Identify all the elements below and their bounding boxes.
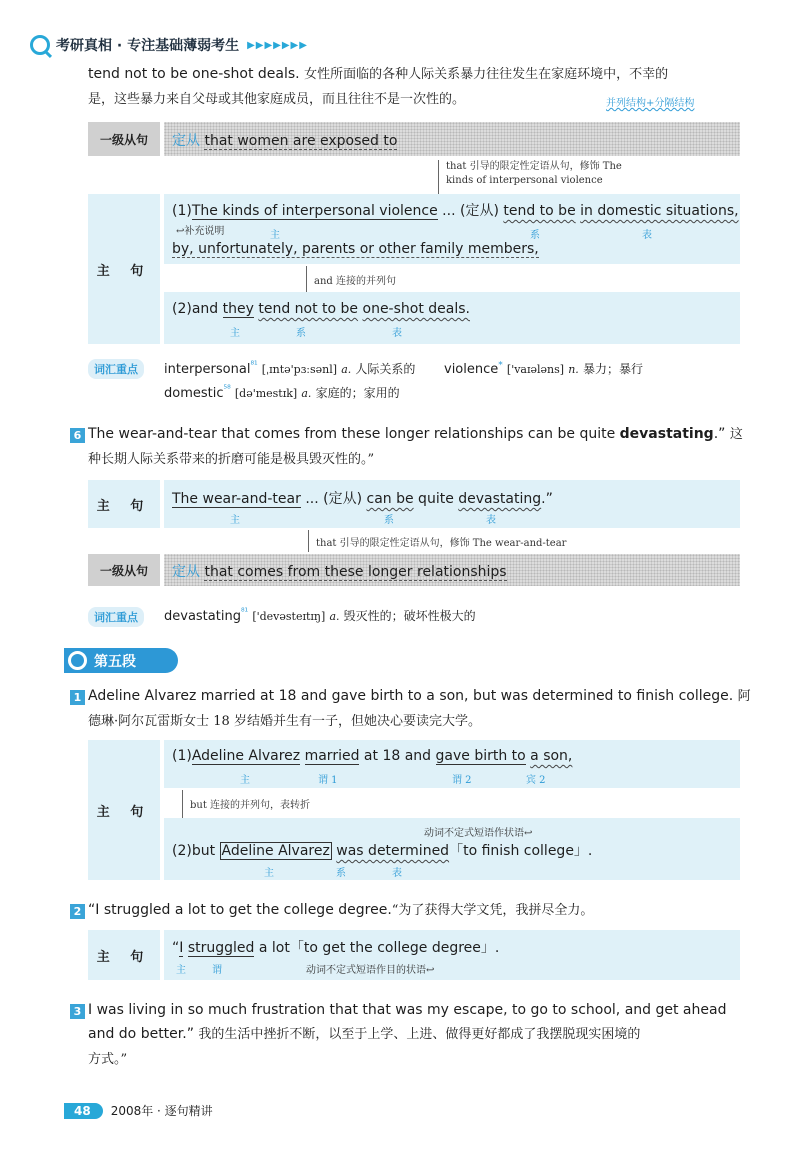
clause-text-2 [172, 561, 507, 581]
predicate-1-text: married [304, 748, 360, 764]
part-of-speech: a. [341, 363, 352, 376]
sentence-2-line [172, 488, 553, 508]
subject-text: I [179, 940, 184, 956]
vocab-word: devastating [164, 609, 241, 624]
predicate-text: tend to be [503, 203, 576, 219]
clause-marker: 定从 [172, 133, 200, 149]
structure-note: 并列结构+分隔结构 [606, 98, 695, 109]
ellipsis-text: ... (定从) [300, 491, 367, 507]
predicate-text: struggled [187, 940, 255, 956]
part-of-speech: n. [568, 363, 579, 376]
predicate-text-2: tend not to be [258, 301, 359, 317]
sentence-number-3: 3 [70, 1004, 85, 1019]
frequency-mark: ⁸¹ [240, 607, 249, 618]
vocab-entry-interpersonal [164, 360, 415, 377]
vocab-entry-devastating [164, 607, 476, 624]
vocab-tag-1 [88, 358, 144, 379]
vocab-word: violence [444, 362, 499, 377]
infinitive-note: 动词不定式短语作状语↩ [424, 828, 533, 839]
vocab-tag-label: 词汇重点 [88, 359, 144, 379]
subject-text: The kinds of interpersonal violence [191, 203, 438, 219]
subject-text: The wear-and-tear [172, 491, 301, 507]
spacer [300, 748, 304, 764]
sentence-6-keyword: devastating [619, 426, 714, 442]
vocab-meaning: 暴力；暴行 [582, 362, 643, 376]
vocab-meaning: 人际关系的 [355, 362, 416, 376]
sentence-3-line2 [172, 840, 592, 860]
infinitive-note-text: 动词不定式短语作状语 [424, 828, 524, 839]
intro-chinese-line2: 是，这些暴力来自父母或其他家庭成员，而且往往不是一次性的。 [88, 92, 466, 107]
sentence-6-end: .” [713, 426, 726, 442]
phonetic: [ˌɪntə'pɜːsənl] [261, 363, 338, 376]
sentence-3-text-1: I was living in so much frustration that that was my escape, to go to school, and get ahead [88, 1002, 727, 1018]
tag-first-clause-2: 一级从句 [88, 554, 160, 586]
supplement-text: by, unfortunately, parents or other family members, [172, 241, 539, 257]
tag-main-sentence-3: 主 句 [88, 740, 160, 880]
clause-text-1 [172, 130, 397, 150]
sentence-2 [70, 898, 750, 923]
predicate-text-2: was determined [336, 843, 450, 859]
item-number: (1) [172, 203, 192, 219]
clause-marker: 定从 [172, 564, 200, 580]
subject-text: Adeline Alvarez [191, 748, 301, 764]
vocab-word: domestic [164, 386, 224, 401]
section-header-paragraph-5 [64, 648, 178, 673]
role-subject-1: 主 [270, 230, 280, 241]
role-link-1: 系 [530, 230, 540, 241]
end-punct: .” [541, 491, 553, 507]
tag-main-sentence-4: 主 句 [88, 930, 160, 980]
sentence-1 [70, 684, 760, 734]
sentence-number-2: 2 [70, 904, 85, 919]
vocab-meaning: 家庭的；家用的 [315, 386, 400, 400]
role-link-2: 系 [296, 328, 306, 339]
sentence-6-zh-b: 种长期人际关系带来的折磨可能是极具毁灭性的。” [88, 452, 375, 467]
phonetic: [də'mestɪk] [234, 387, 298, 400]
role-predicative-2: 表 [392, 868, 402, 879]
object-text: in domestic situations, [580, 203, 739, 219]
subject-text-2: Adeline Alvarez [221, 843, 330, 859]
purpose-note: 动词不定式短语作目的状语↩ [306, 965, 435, 976]
conj-line-3 [182, 790, 183, 818]
role-predicate: 谓 [212, 965, 222, 976]
role-object-2: 宾 2 [526, 775, 546, 786]
brand-text: 考研真相 · 专注基础薄弱考生 [56, 38, 240, 54]
sentence-3-zh-a: 我的生活中挫折不断，以至于上学、上进、做得更好都成了我摆脱现实困境的 [198, 1027, 641, 1042]
sentence-2-text: “I struggled a lot to get the college degree. [88, 902, 392, 918]
sentence-box-1b [164, 292, 740, 344]
role-predicate-1: 谓 1 [318, 775, 338, 786]
page-header [30, 34, 308, 56]
sentence-number-1: 1 [70, 690, 85, 705]
sentence-1-line3 [172, 301, 470, 317]
sentence-3-text-2: and do better.” [88, 1026, 194, 1042]
role-predicative-1: 表 [642, 230, 652, 241]
conj-line [306, 266, 307, 292]
predicate-2-text: gave birth to [435, 748, 526, 764]
intro-english: tend not to be one-shot deals. [88, 66, 300, 82]
role-subject-2: 主 [264, 868, 274, 879]
subject-text-2: they [222, 301, 254, 317]
intro-chinese-line1: 女性所面临的各种人际关系暴力往往发生在家庭环境中，不幸的 [304, 67, 669, 82]
item-number: (1) [172, 748, 192, 764]
object-text-2: one-shot deals. [362, 301, 470, 317]
purpose-note-text: 动词不定式短语作目的状语 [306, 965, 426, 976]
sentence-4-line [172, 937, 499, 957]
tag-main-sentence-1: 主 句 [88, 194, 160, 344]
object-text: devastating [458, 491, 542, 507]
sentence-2-zh: “为了获得大学文凭，我拼尽全力。 [391, 903, 594, 918]
page-number: 48 [64, 1103, 103, 1119]
rest-text: a lot「to get the college degree」. [254, 940, 500, 956]
footer-text: 2008年 · 逐句精讲 [110, 1104, 213, 1118]
search-section-icon [68, 651, 87, 670]
item-number-2: (2)but [172, 843, 220, 859]
section-title: 第五段 [94, 653, 136, 670]
search-logo-icon [30, 35, 50, 55]
tag-first-clause: 一级从句 [88, 122, 160, 156]
clause-content: that comes from these longer relationships [204, 564, 507, 580]
sentence-3-line1 [172, 748, 572, 764]
conj-note-3: but 连接的并列句，表转折 [190, 800, 311, 811]
object-text: a son, [530, 748, 573, 764]
sentence-1-line1 [172, 200, 739, 220]
sentence-3 [70, 998, 760, 1072]
role-subject: 主 [176, 965, 186, 976]
sentence-1-line2 [172, 241, 539, 257]
supplement-note: ↩补充说明 [176, 226, 225, 237]
frequency-mark: ⁸¹ [250, 360, 258, 371]
role-predicate-2: 谓 2 [452, 775, 472, 786]
sentence-6-zh-a: 这 [729, 427, 743, 442]
vocab-word: interpersonal [164, 362, 251, 377]
item-number-2: (2)and [172, 301, 223, 317]
vocab-entry-domestic [164, 384, 400, 401]
role-predicative-2: 表 [392, 328, 402, 339]
adverb-text: quite [413, 491, 459, 507]
clause-note-2: that 引导的限定性定语从句，修饰 The wear-and-tear [316, 538, 567, 549]
sentence-6-text: The wear-and-tear that comes from these longer relationships can be quite [88, 426, 620, 442]
clause-note-1-line2: kinds of interpersonal violence [446, 175, 603, 186]
sentence-6 [70, 422, 750, 472]
role-predicative: 表 [486, 515, 496, 526]
role-link: 系 [384, 515, 394, 526]
phonetic: ['devəsteɪtɪŋ] [252, 610, 326, 623]
part-of-speech: a. [301, 387, 312, 400]
vocab-tag-label: 词汇重点 [88, 607, 144, 627]
phonetic: ['vaɪələns] [506, 363, 565, 376]
tag-main-sentence-2: 主 句 [88, 480, 160, 528]
sentence-1-zh-b: 德琳·阿尔瓦雷斯女士 18 岁结婚并生有一子，但她决心要读完大学。 [88, 714, 481, 729]
role-subject-2: 主 [230, 328, 240, 339]
predicate-text: can be [366, 491, 414, 507]
arrows-icon: ▶▶▶▶▶▶▶ [247, 39, 308, 51]
role-subject: 主 [230, 515, 240, 526]
clause-note-1 [446, 160, 622, 188]
supplement-note-text: 补充说明 [184, 226, 225, 237]
role-subject: 主 [240, 775, 250, 786]
vocab-entry-violence [444, 360, 643, 377]
role-link-2: 系 [336, 868, 346, 879]
adverbial-text: 「to finish college」. [449, 843, 593, 859]
conj-note: and 连接的并列句 [314, 276, 396, 287]
sentence-number-6: 6 [70, 428, 85, 443]
mid-text: at 18 and [359, 748, 436, 764]
sentence-3-zh-b: 方式。” [88, 1052, 128, 1067]
clause-note-1-line1: that 引导的限定性定语从句，修饰 The [446, 161, 622, 172]
arrow-line-1 [438, 160, 439, 194]
ellipsis-text: ... (定从) [437, 203, 504, 219]
sentence-1-text: Adeline Alvarez married at 18 and gave birth to a son, but was determined to finish college. [88, 688, 734, 704]
arrow-line-2 [308, 530, 309, 552]
vocab-meaning: 毁灭性的；破坏性极大的 [343, 609, 476, 623]
clause-content: that women are exposed to [204, 133, 398, 149]
open-quote: “ [172, 940, 180, 956]
frequency-mark: ⁵⁸ [223, 384, 231, 395]
page-footer [64, 1102, 213, 1119]
part-of-speech: a. [329, 610, 340, 623]
sentence-1-zh-a: 阿 [737, 689, 751, 704]
vocab-tag-2 [88, 606, 144, 627]
frequency-mark: * [498, 360, 503, 371]
